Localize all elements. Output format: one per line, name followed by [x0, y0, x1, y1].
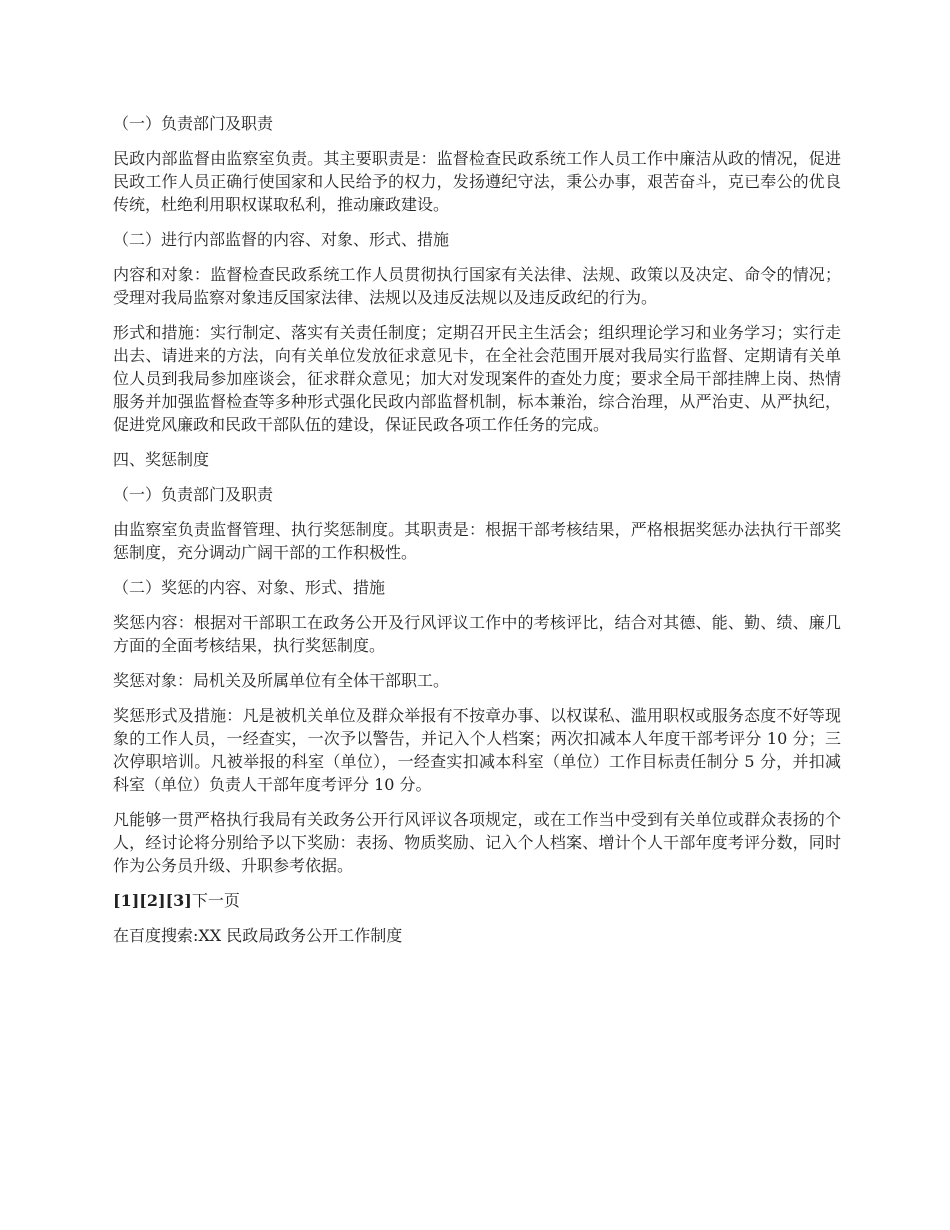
pagination: [113, 889, 841, 912]
paragraph: 民政内部监督由监察室负责。其主要职责是：监督检查民政系统工作人员工作中廉洁从政的情况，促进民政工作人员正确行使国家和人民给予的权力，发扬遵纪守法，秉公办事，艰苦奋斗，克已奉公的优良传统，杜绝利用职权谋取私利，推动廉政建设。: [113, 149, 841, 214]
paragraph: 奖惩形式及措施：凡是被机关单位及群众举报有不按章办事、以权谋私、滥用职权或服务态度不好等现象的工作人员，一经查实，一次予以警告，并记入个人档案；两次扣减本人年度干部考评分 10 分；三次停职培训。凡被举报的科室（单位），一经查实扣减本科室（单位）工作目标责任制分 5 分，并扣减科室（单位）负责人干部年度考评分 10 分。: [113, 706, 841, 794]
paragraph: 形式和措施：实行制定、落实有关责任制度；定期召开民主生活会；组织理论学习和业务学习；实行走出去、请进来的方法，向有关单位发放征求意见卡，在全社会范围开展对我局实行监督、定期请有关单位人员到我局参加座谈会，征求群众意见；加大对发现案件的查处力度；要求全局干部挂牌上岗、热情服务并加强监督检查等多种形式强化民政内部监督机制，标本兼治，综合治理，从严治吏、从严执纪，促进党风廉政和民政干部队伍的建设，保证民政各项工作任务的完成。: [113, 323, 841, 434]
section-heading: （一）负责部门及职责: [113, 485, 274, 504]
section-heading: （二）进行内部监督的内容、对象、形式、措施: [113, 230, 450, 249]
section-heading: （二）奖惩的内容、对象、形式、措施: [113, 578, 386, 597]
search-keyword-link[interactable]: XX 民政局政务公开工作制度: [198, 926, 403, 945]
document-body: [113, 112, 841, 959]
page-link-3[interactable]: [3]: [165, 891, 192, 910]
page-link-1[interactable]: [1]: [113, 891, 140, 910]
paragraph: 奖惩内容：根据对干部职工在政务公开及行风评议工作中的考核评比，结合对其德、能、勤、绩、廉几方面的全面考核结果，执行奖惩制度。: [113, 613, 841, 655]
paragraph: 奖惩对象：局机关及所属单位有全体干部职工。: [113, 671, 450, 690]
search-prefix: 在百度搜索:: [113, 926, 199, 945]
next-page-link[interactable]: 下一页: [191, 891, 240, 910]
chapter-heading: 四、奖惩制度: [113, 450, 210, 469]
section-heading: （一）负责部门及职责: [113, 114, 274, 133]
page-link-2[interactable]: [2]: [139, 891, 166, 910]
paragraph: 由监察室负责监督管理、执行奖惩制度。其职责是：根据干部考核结果，严格根据奖惩办法执行干部奖惩制度，充分调动广阔干部的工作积极性。: [113, 520, 841, 562]
paragraph: 内容和对象：监督检查民政系统工作人员贯彻执行国家有关法律、法规、政策以及决定、命令的情况；受理对我局监察对象违反国家法律、法规以及违反法规以及违反政纪的行为。: [113, 265, 841, 307]
paragraph: 凡能够一贯严格执行我局有关政务公开行风评议各项规定，或在工作当中受到有关单位或群众表扬的个人，经讨论将分别给予以下奖励：表扬、物质奖励、记入个人档案、增计个人干部年度考评分数，同时作为公务员升级、升职参考依据。: [113, 810, 841, 875]
search-line: [113, 924, 841, 947]
